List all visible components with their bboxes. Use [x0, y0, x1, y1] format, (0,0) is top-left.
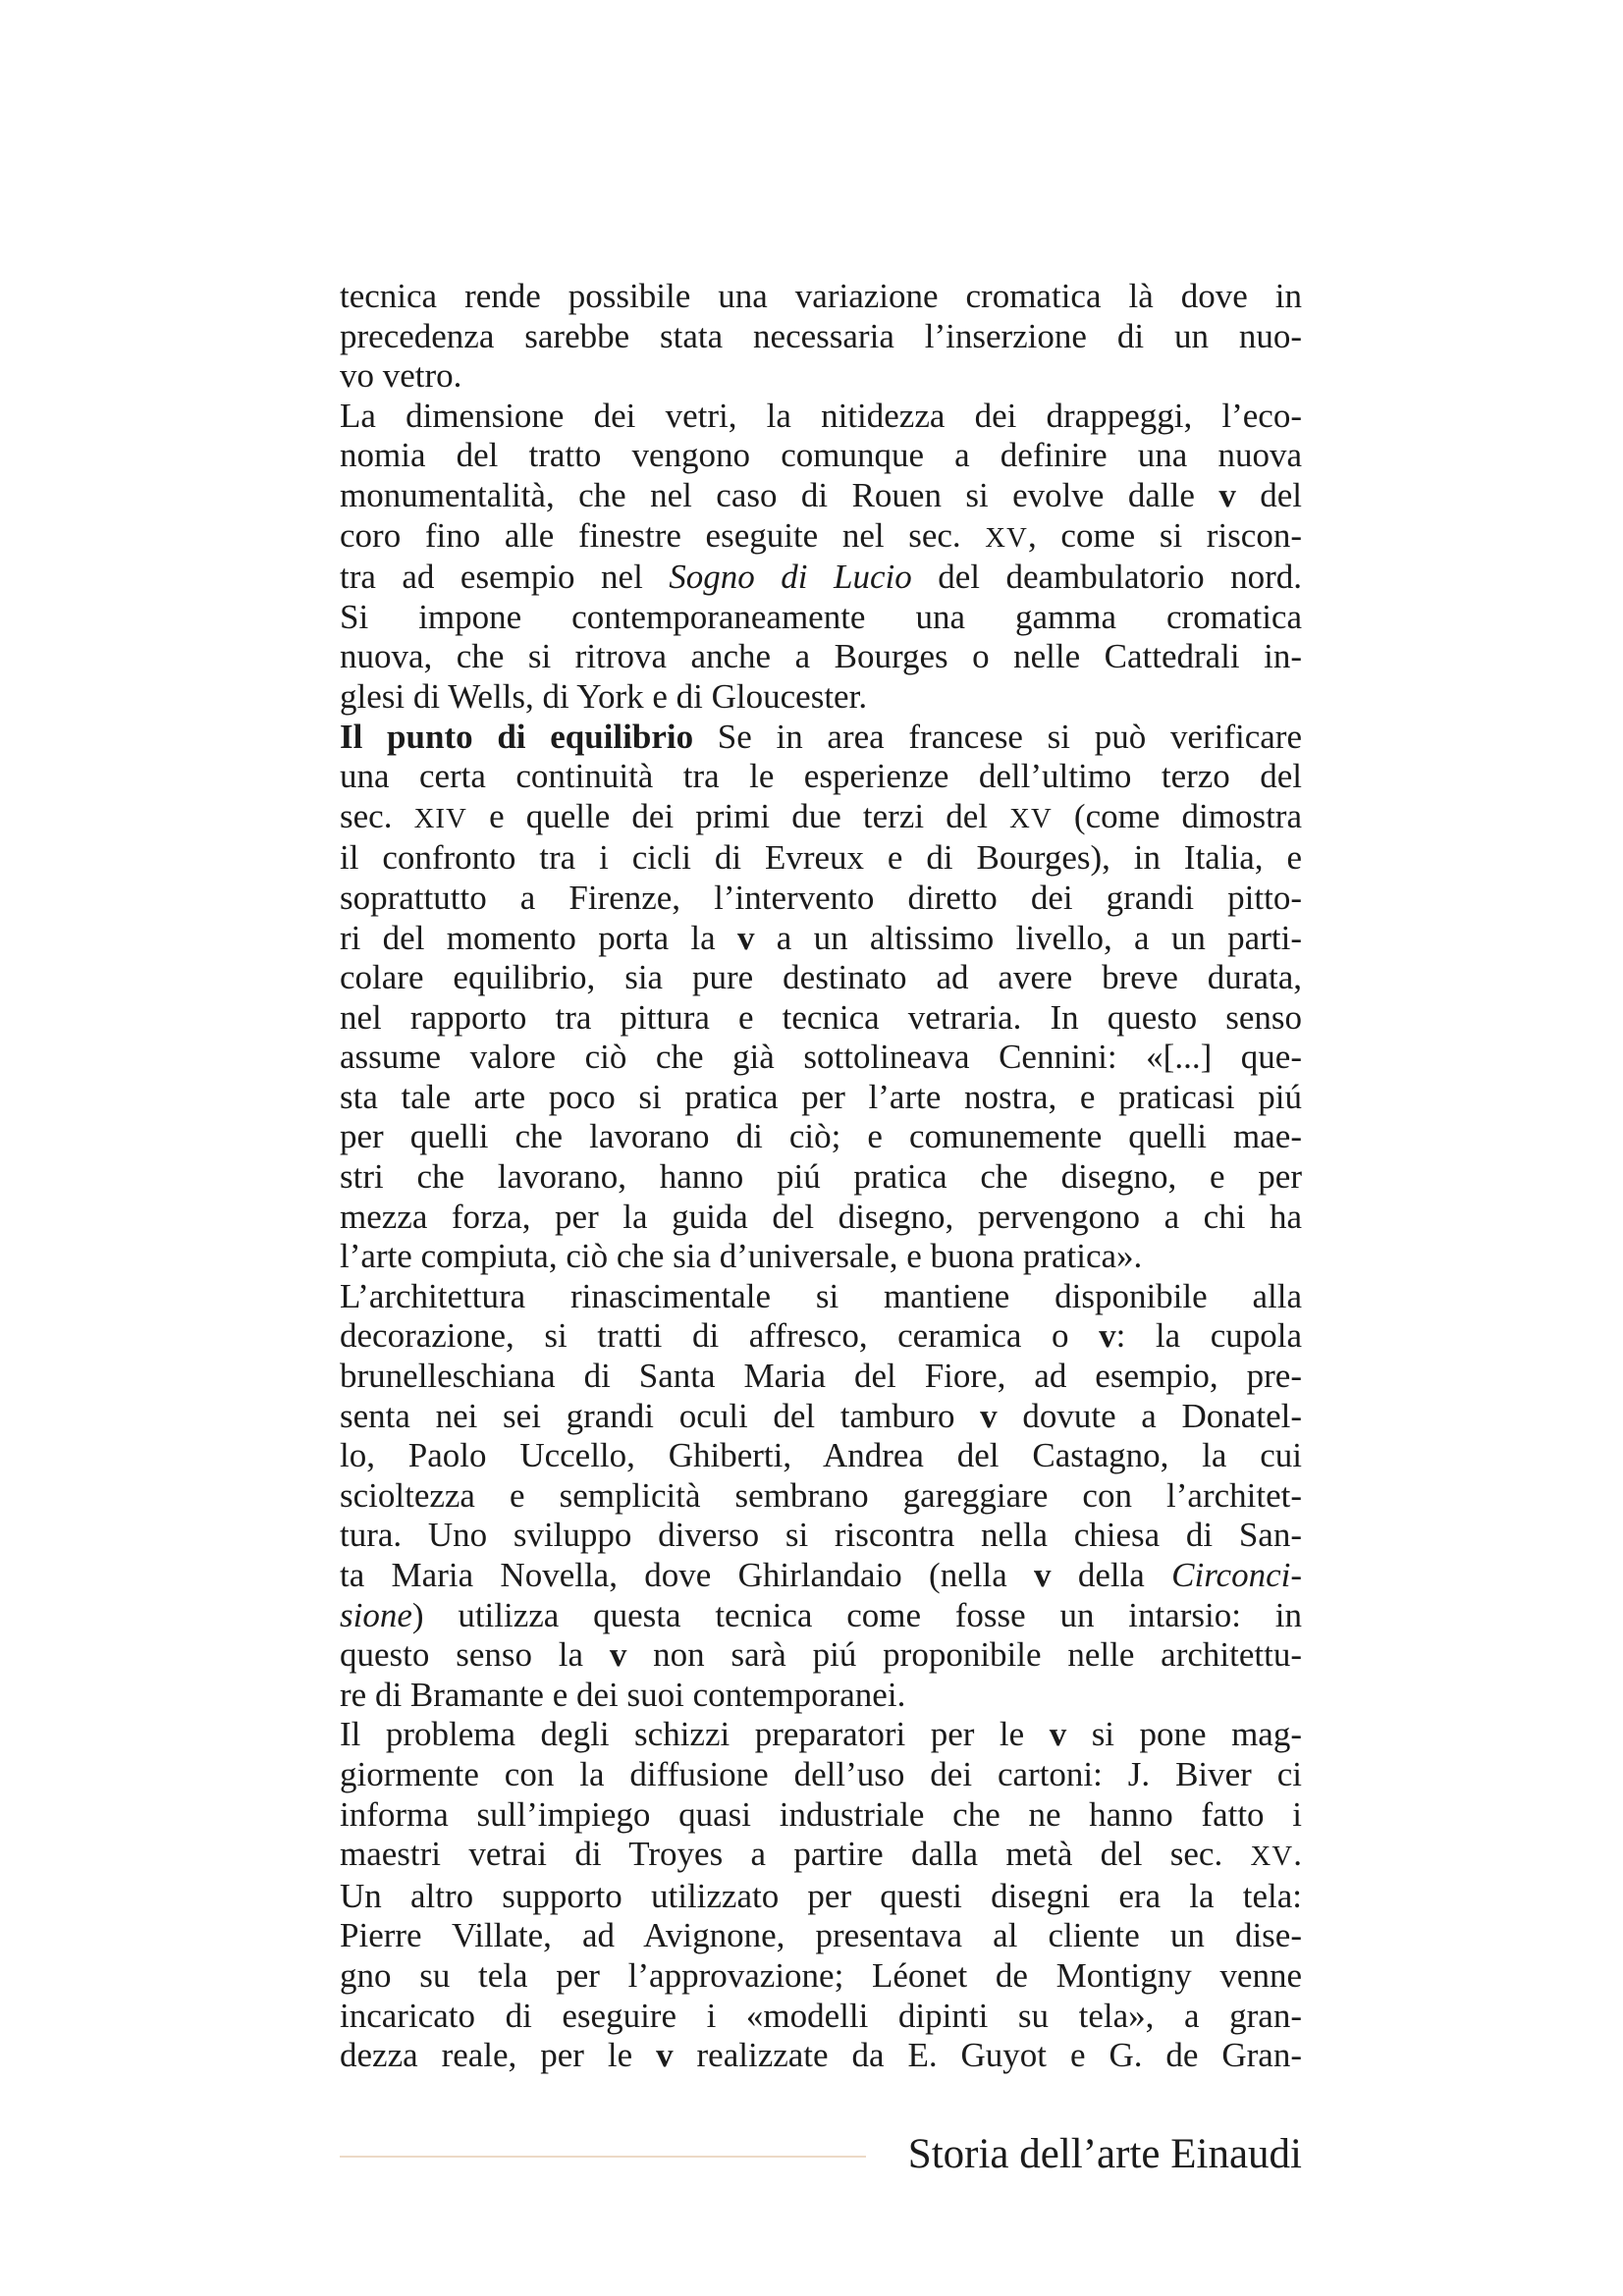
text-line: monumentalità, che nel caso di Rouen si evolve dalle v del	[340, 475, 1302, 514]
text-line: gno su tela per l’approvazione; Léonet de Montigny venne	[340, 1955, 1302, 1995]
text-line: informa sull’impiego quasi industriale che ne hanno fatto i	[340, 1794, 1302, 1834]
text-line: ri del momento porta la v a un altissimo livello, a un parti-	[340, 918, 1302, 957]
abbreviation-v: v	[609, 1635, 627, 1675]
footer-rule	[340, 2156, 866, 2158]
text-line: l’arte compiuta, ciò che sia d’universale, e buona pratica».	[340, 1237, 1143, 1276]
text-line: nel rapporto tra pittura e tecnica vetraria. In questo senso	[340, 997, 1302, 1037]
text-line: decorazione, si tratti di affresco, ceramica o v: la cupola	[340, 1316, 1303, 1356]
text-line: mezza forza, per la guida del disegno, pervengono a chi ha	[340, 1197, 1302, 1236]
text-line: nuova, che si ritrova anche a Bourges o nelle Cattedrali in-	[340, 637, 1302, 676]
abbreviation-v: v	[736, 918, 755, 957]
text-line: per quelli che lavorano di ciò; e comunemente quelli mae-	[340, 1117, 1302, 1156]
text-line: tura. Uno sviluppo diverso si riscontra nella chiesa di San-	[340, 1516, 1302, 1555]
body-text	[340, 277, 1302, 2076]
text-line: soprattutto a Firenze, l’intervento diretto dei grandi pitto-	[340, 878, 1302, 917]
text-line: giormente con la diffusione dell’uso dei cartoni: J. Biver ci	[340, 1754, 1302, 1793]
text-line: scioltezza e semplicità sembrano gareggiare con l’architet-	[340, 1475, 1302, 1515]
abbreviation-v: v	[980, 1396, 998, 1435]
text-line: glesi di Wells, di York e di Gloucester.	[340, 676, 868, 716]
text-line: sione) utilizza questa tecnica come fosse un intarsio: in	[340, 1595, 1302, 1634]
artwork-title: sione	[340, 1595, 412, 1634]
text-line: il confronto tra i cicli di Evreux e di Bourges), in Italia, e	[340, 838, 1302, 878]
text-line: una certa continuità tra le esperienze dell’ultimo terzo del	[340, 757, 1302, 796]
text-line: dezza reale, per le v realizzate da E. Guyot e G. de Gran-	[340, 2036, 1302, 2075]
text-line: Il problema degli schizzi preparatori per le v si pone mag-	[340, 1715, 1302, 1754]
text-line: Il punto di equilibrio Se in area francese si può verificare	[340, 717, 1302, 756]
abbreviation-v: v	[656, 2036, 674, 2075]
text-line: brunelleschiana di Santa Maria del Fiore, ad esempio, pre-	[340, 1357, 1302, 1396]
text-line: La dimensione dei vetri, la nitidezza dei drappeggi, l’eco-	[340, 396, 1302, 435]
text-line: ta Maria Novella, dove Ghirlandaio (nella v della Circonci-	[340, 1556, 1302, 1594]
text-line: Pierre Villate, ad Avignone, presentava al cliente un dise-	[340, 1916, 1302, 1955]
artwork-title: Sogno di Lucio	[669, 558, 912, 597]
section-heading: Il punto di equilibrio	[340, 717, 694, 756]
text-line: coro fino alle finestre eseguite nel sec. XV, come si riscon-	[340, 515, 1302, 555]
text-line: Si impone contemporaneamente una gamma cromatica	[340, 597, 1302, 636]
abbreviation-v: v	[1218, 475, 1236, 514]
artwork-title: Circonci-	[1171, 1556, 1302, 1594]
text-line: senta nei sei grandi oculi del tamburo v dovute a Donatel-	[340, 1396, 1302, 1435]
footer-title: Storia dell’arte Einaudi	[907, 2131, 1302, 2177]
text-line: lo, Paolo Uccello, Ghiberti, Andrea del Castagno, la cui	[340, 1436, 1302, 1475]
abbreviation-v: v	[1099, 1316, 1116, 1356]
text-line: Un altro supporto utilizzato per questi disegni era la tela:	[340, 1876, 1302, 1915]
text-line: maestri vetrai di Troyes a partire dalla metà del sec. XV.	[340, 1835, 1302, 1874]
abbreviation-v: v	[1049, 1715, 1067, 1754]
text-line: tecnica rende possibile una variazione cromatica là dove in	[340, 277, 1302, 315]
text-line: stri che lavorano, hanno piú pratica che disegno, e per	[340, 1157, 1302, 1197]
text-line: sta tale arte poco si pratica per l’arte nostra, e praticasi piú	[340, 1077, 1302, 1116]
text-line: assume valore ciò che già sottolineava Cennini: «[...] que-	[340, 1038, 1302, 1077]
text-line: sec. XIV e quelle dei primi due terzi del XV (come dimostra	[340, 796, 1302, 835]
text-line: colare equilibrio, sia pure destinato ad avere breve durata,	[340, 958, 1302, 997]
text-line: re di Bramante e dei suoi contemporanei.	[340, 1675, 906, 1714]
text-line: questo senso la v non sarà piú proponibile nelle architettu-	[340, 1635, 1302, 1675]
text-line: nomia del tratto vengono comunque a definire una nuova	[340, 436, 1302, 475]
abbreviation-v: v	[1034, 1556, 1052, 1594]
text-line: tra ad esempio nel Sogno di Lucio del deambulatorio nord.	[340, 558, 1302, 597]
text-line: incaricato di eseguire i «modelli dipinti su tela», a gran-	[340, 1996, 1302, 2035]
text-line: L’architettura rinascimentale si mantiene disponibile alla	[340, 1276, 1302, 1315]
text-line: vo vetro.	[340, 356, 462, 396]
text-line: precedenza sarebbe stata necessaria l’inserzione di un nuo-	[340, 316, 1302, 355]
